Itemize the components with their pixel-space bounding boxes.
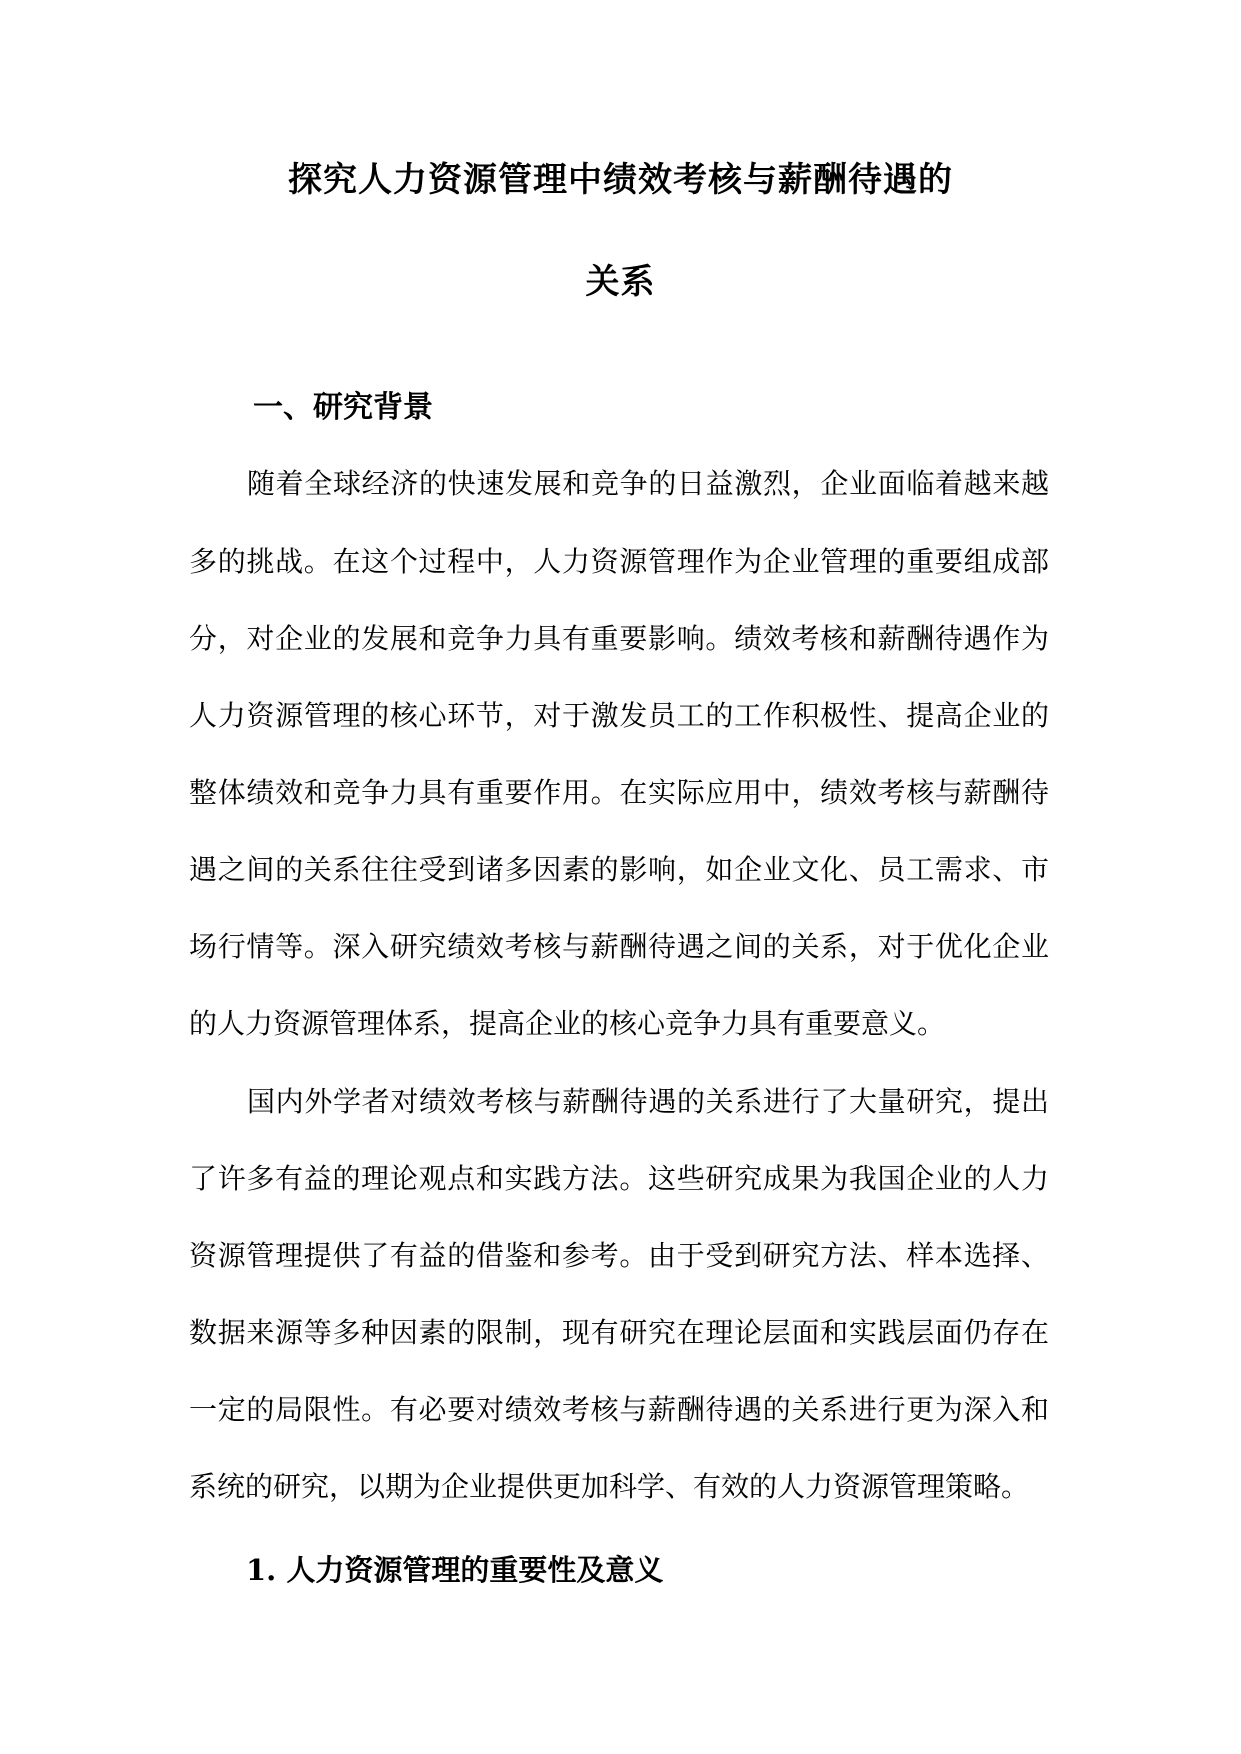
paragraph-line: 场行情等。深入研究绩效考核与薪酬待遇之间的关系，对于优化企业 [189,930,1049,963]
paragraph-line: 随着全球经济的快速发展和竞争的日益激烈，企业面临着越来越 [247,467,1049,500]
subsection-heading: 1. 人力资源管理的重要性及意义 [246,1553,664,1587]
paragraph-line: 资源管理提供了有益的借鉴和参考。由于受到研究方法、样本选择、 [189,1239,1049,1272]
paragraph-line: 遇之间的关系往往受到诸多因素的影响，如企业文化、员工需求、市 [189,853,1049,886]
paragraph-line: 了许多有益的理论观点和实践方法。这些研究成果为我国企业的人力 [189,1162,1049,1195]
paragraph-line: 数据来源等多种因素的限制，现有研究在理论层面和实践层面仍存在 [189,1316,1049,1349]
paragraph-line: 国内外学者对绩效考核与薪酬待遇的关系进行了大量研究，提出 [247,1085,1049,1118]
paragraph-line: 整体绩效和竞争力具有重要作用。在实际应用中，绩效考核与薪酬待 [189,776,1049,809]
section-heading: 一、研究背景 [253,390,433,425]
paragraph-line: 系统的研究，以期为企业提供更加科学、有效的人力资源管理策略。 [189,1470,1030,1503]
paragraph-line: 分，对企业的发展和竞争力具有重要影响。绩效考核和薪酬待遇作为 [189,622,1049,655]
paragraph-line: 人力资源管理的核心环节，对于激发员工的工作积极性、提高企业的 [189,699,1049,732]
paragraph-line: 的人力资源管理体系，提高企业的核心竞争力具有重要意义。 [189,1007,946,1040]
document-title-line-2: 关系 [585,262,656,302]
paragraph-line: 一定的局限性。有必要对绩效考核与薪酬待遇的关系进行更为深入和 [189,1393,1049,1426]
paragraph-line: 多的挑战。在这个过程中，人力资源管理作为企业管理的重要组成部 [189,545,1049,578]
document-title-line-1: 探究人力资源管理中绩效考核与薪酬待遇的 [288,160,953,200]
